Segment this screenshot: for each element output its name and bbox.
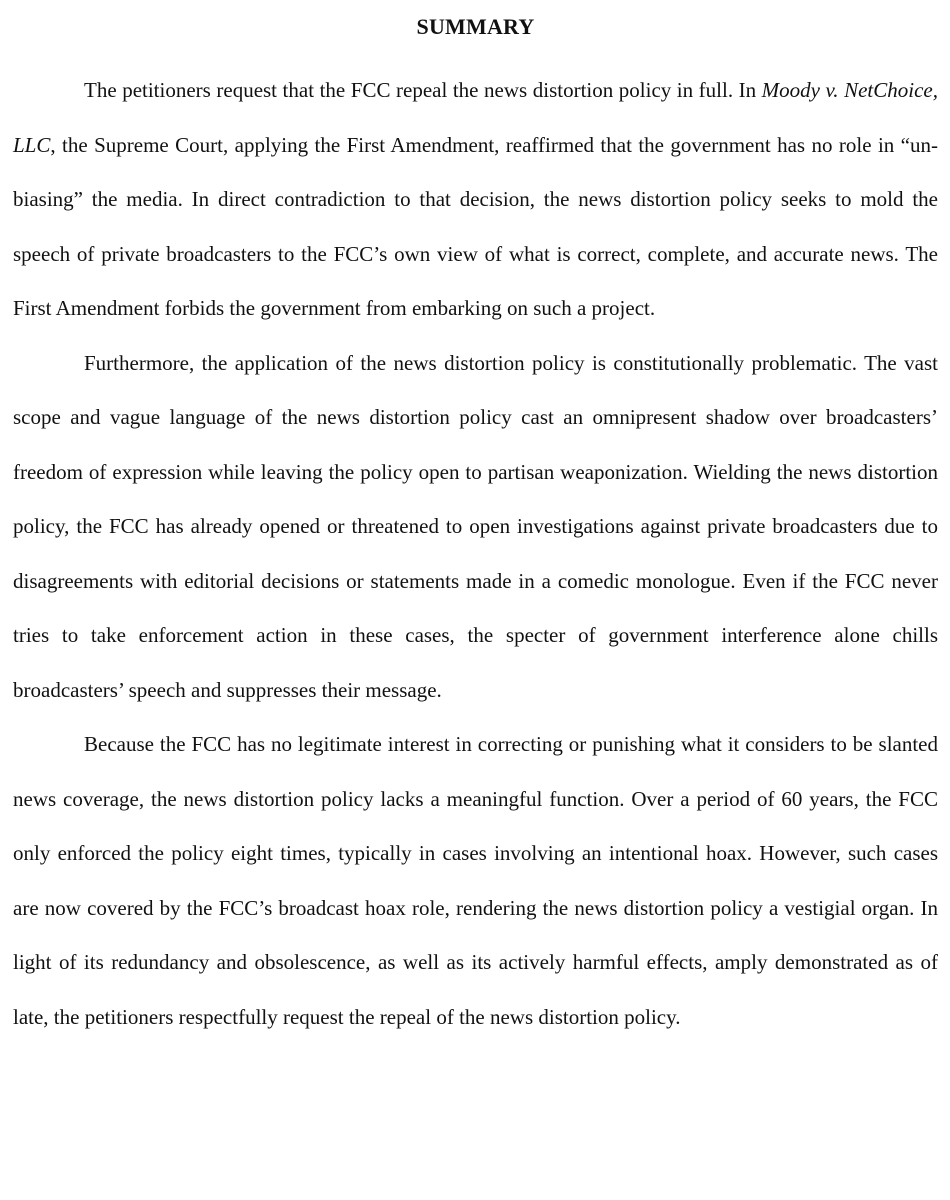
section-heading: SUMMARY — [416, 14, 535, 39]
paragraph-1-text-end: , the Supreme Court, applying the First Amendment, reaffirmed that the government has no role in “un-biasing” the media. In direct contradiction to that decision, the news distortion policy seeks to mold the speech of private broadcasters to the FCC’s own view of what is correct, complete, and accurate news. The First Amendment forbids the government from embarking on such a project. — [13, 132, 938, 320]
document-page — [13, 9, 938, 1044]
paragraph-3: Because the FCC has no legitimate interest in correcting or punishing what it considers to be slanted news coverage, the news distortion policy lacks a meaningful function. Over a period of 60 years, the FCC only enforced the policy eight times, typically in cases involving an intentional hoax. However, such cases are now covered by the FCC’s broadcast hoax role, rendering the news distortion policy a vestigial organ. In light of its redundancy and obsolescence, as well as its actively harmful effects, amply demonstrated as of late, the petitioners respectfully request the repeal of the news distortion policy. — [13, 732, 938, 1029]
case-name: Moody v. NetChoice, LLC — [13, 78, 938, 157]
paragraph-1 — [13, 63, 938, 336]
paragraph-2: Furthermore, the application of the news distortion policy is constitutionally problematic. The vast scope and vague language of the news distortion policy cast an omnipresent shadow over broadcasters’ freedom of expression while leaving the policy open to partisan weaponization. Wielding the news distortion policy, the FCC has already opened or threatened to open investigations against private broadcasters due to disagreements with editorial decisions or statements made in a comedic monologue. Even if the FCC never tries to take enforcement action in these cases, the specter of government interference alone chills broadcasters’ speech and suppresses their message. — [13, 350, 938, 702]
paragraph-1-text-start: The petitioners request that the FCC repeal the news distortion policy in full. In — [84, 78, 762, 102]
